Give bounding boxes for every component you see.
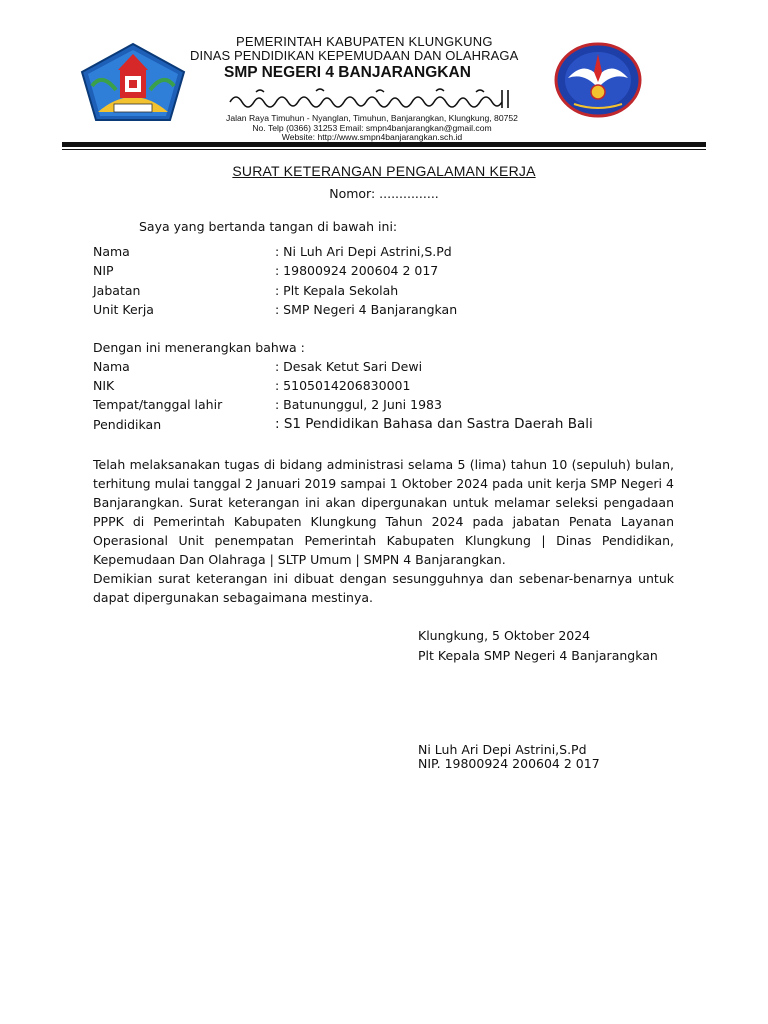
subject-label-nik: NIK <box>93 378 115 393</box>
intro-text: Saya yang bertanda tangan di bawah ini: <box>139 219 398 234</box>
klungkung-emblem-icon <box>78 42 188 124</box>
letterhead-rule <box>62 142 706 147</box>
statement-text: Dengan ini menerangkan bahwa : <box>93 340 305 355</box>
subject-value-birth: : Batununggul, 2 Juni 1983 <box>275 397 442 412</box>
subject-value-education: : S1 Pendidikan Bahasa dan Sastra Daerah Bali <box>275 416 593 432</box>
signer-label-position: Jabatan <box>93 283 141 298</box>
signer-position: Plt Kepala SMP Negeri 4 Banjarangkan <box>418 648 658 663</box>
signer-nip: NIP. 19800924 200604 2 017 <box>418 756 600 771</box>
subject-label-name: Nama <box>93 359 130 374</box>
subject-value-name: : Desak Ketut Sari Dewi <box>275 359 423 374</box>
signer-label-unit: Unit Kerja <box>93 302 154 317</box>
signer-value-name: : Ni Luh Ari Depi Astrini,S.Pd <box>275 244 452 259</box>
school-name: SMP NEGERI 4 BANJARANGKAN <box>224 64 471 81</box>
place-date: Klungkung, 5 Oktober 2024 <box>418 628 591 643</box>
signer-label-name: Nama <box>93 244 130 259</box>
subject-value-nik: : 5105014206830001 <box>275 378 411 393</box>
document-title: SURAT KETERANGAN PENGALAMAN KERJA <box>232 163 536 179</box>
subject-label-birth: Tempat/tanggal lahir <box>93 397 223 412</box>
letterhead <box>62 30 706 152</box>
closing-paragraph: Demikian surat keterangan ini dibuat dengan sesungguhnya dan sebenar-benarnya untuk dapat dipergunakan sebagaimana mestinya. <box>93 571 674 605</box>
signer-label-nip: NIP <box>93 263 114 278</box>
subject-label-education: Pendidikan <box>93 417 162 432</box>
signer-value-position: : Plt Kepala Sekolah <box>275 283 399 298</box>
balinese-script-icon <box>226 86 516 112</box>
signer-value-unit: : SMP Negeri 4 Banjarangkan <box>275 302 458 317</box>
body-paragraph: Telah melaksanakan tugas di bidang administrasi selama 5 (lima) tahun 10 (sepuluh) bulan, terhitung mulai tanggal 2 Januari 2019 sampai 1 Oktober 2024 pada unit kerja SMP Negeri 4 Banjarangkan. Surat keterangan ini akan dipergunakan untuk melamar seleksi pengadaan PPPK di Pemerintah Kabupaten Klungkung Tahun 2024 pada jabatan Penata Layanan Operasional Unit penempatan Pemerintah Kabupaten Klungkung | Dinas Pendidikan, Kepemudaan Dan Olahraga | SLTP Umum | SMPN 4 Banjarangkan. <box>93 457 674 567</box>
signer-name: Ni Luh Ari Depi Astrini,S.Pd <box>418 742 587 757</box>
signer-value-nip: : 19800924 200604 2 017 <box>275 263 439 278</box>
letterhead-rule-thin <box>62 149 706 150</box>
school-address: Jalan Raya Timuhun - Nyanglan, Timuhun, Banjarangkan, Klungkung, 80752 No. Telp (0366) 31253 Email: smpn4banjarangkan@gmail.com Website: http://www.smpn4banjarangkan.sch.id <box>226 113 518 143</box>
department-name: DINAS PENDIDIKAN KEPEMUDAAN DAN OLAHRAGA <box>190 48 519 63</box>
government-name: PEMERINTAH KABUPATEN KLUNGKUNG <box>236 34 493 49</box>
document-number: Nomor: ............... <box>329 186 439 201</box>
school-emblem-icon <box>554 42 642 118</box>
